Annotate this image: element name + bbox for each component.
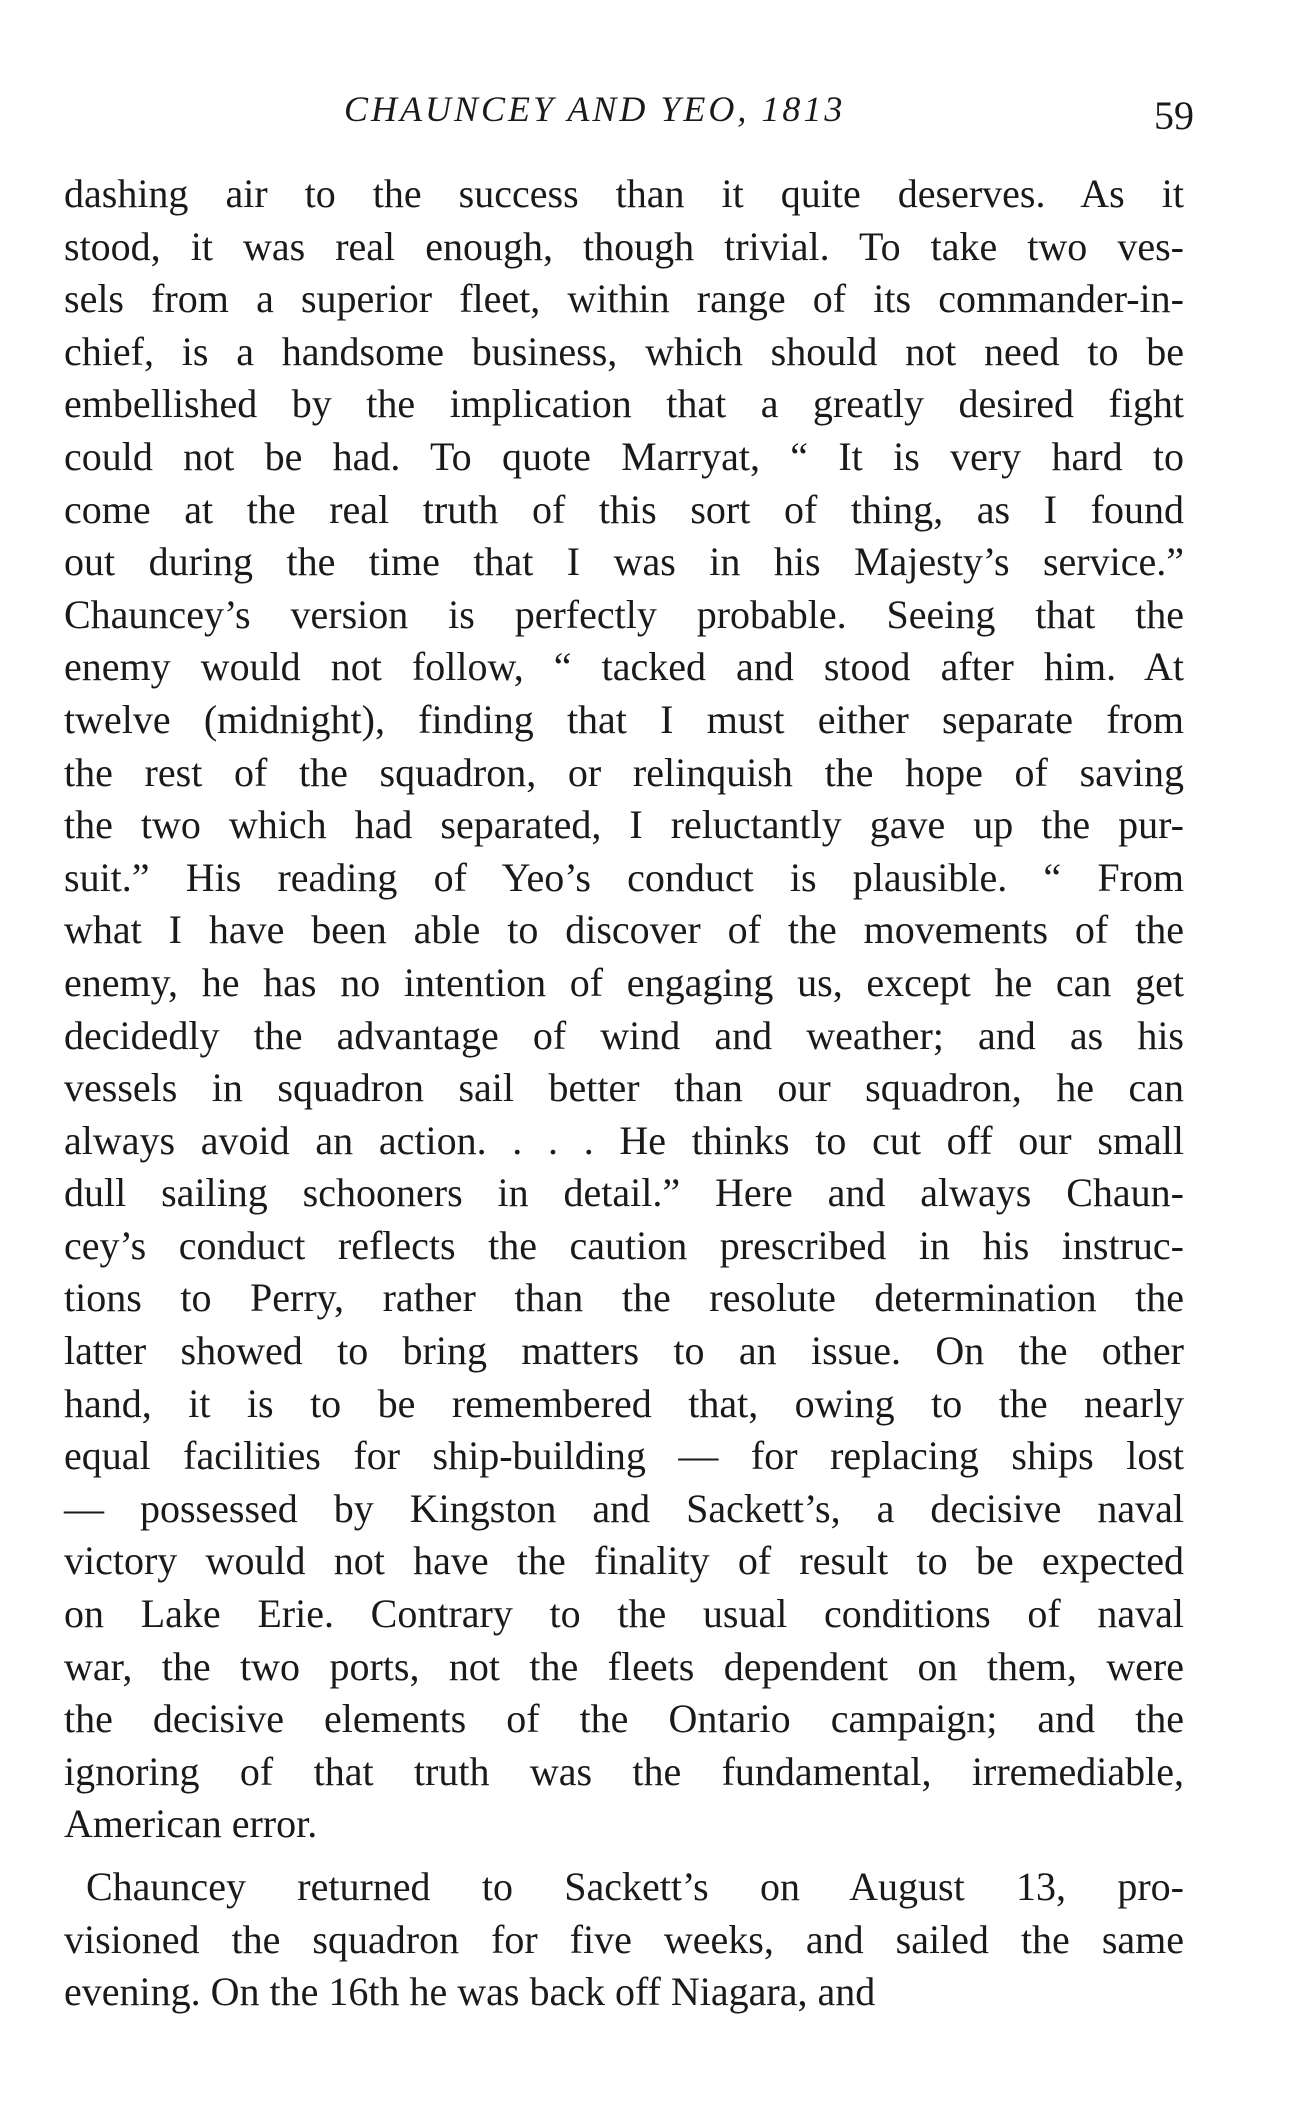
text-line: the decisive elements of the Ontario campaign; and the bbox=[64, 1696, 1184, 1742]
text-line: — possessed by Kingston and Sackett’s, a decisive naval bbox=[64, 1485, 1184, 1531]
text-line: dashing air to the success than it quite deserves. As it bbox=[64, 171, 1184, 216]
text-line: stood, it was real enough, though trivial. To take two ves- bbox=[64, 223, 1184, 269]
text-line: come at the real truth of this sort of thing, as I found bbox=[64, 486, 1184, 532]
text-line: sels from a superior fleet, within range of its commander-in- bbox=[64, 276, 1184, 322]
text-line: evening. On the 16th he was back off Niagara, and bbox=[64, 1969, 876, 2015]
running-head bbox=[64, 88, 1194, 148]
text-line: war, the two ports, not the fleets dependent on them, were bbox=[64, 1643, 1184, 1689]
text-line: chief, is a handsome business, which should not need to be bbox=[64, 328, 1184, 374]
text-line: hand, it is to be remembered that, owing to the nearly bbox=[64, 1380, 1184, 1426]
text-line: enemy, he has no intention of engaging us, except he can get bbox=[64, 959, 1184, 1005]
text-line: equal facilities for ship-building — for replacing ships lost bbox=[64, 1433, 1184, 1479]
text-line: tions to Perry, rather than the resolute determination the bbox=[64, 1275, 1184, 1321]
text-line: always avoid an action. . . . He thinks to cut off our small bbox=[64, 1117, 1184, 1163]
paragraph-gap bbox=[64, 1851, 1184, 1861]
text-line: latter showed to bring matters to an issue. On the other bbox=[64, 1328, 1184, 1374]
text-line: out during the time that I was in his Majesty’s service.” bbox=[64, 539, 1184, 585]
text-line: suit.” His reading of Yeo’s conduct is plausible. “ From bbox=[64, 854, 1184, 900]
text-line: could not be had. To quote Marryat, “ It is very hard to bbox=[64, 433, 1184, 479]
text-line: Chauncey’s version is perfectly probable. Seeing that the bbox=[64, 591, 1184, 637]
text-line: cey’s conduct reflects the caution prescribed in his instruc- bbox=[64, 1222, 1184, 1268]
text-line: American error. bbox=[64, 1801, 318, 1847]
text-line: ignoring of that truth was the fundamental, irremediable, bbox=[64, 1748, 1184, 1794]
paragraph bbox=[64, 1861, 1184, 2019]
page-number: 59 bbox=[1154, 93, 1194, 138]
text-line: victory would not have the finality of result to be expected bbox=[64, 1538, 1184, 1584]
text-line: what I have been able to discover of the movements of the bbox=[64, 907, 1184, 953]
running-title: CHAUNCEY AND YEO, 1813 bbox=[344, 89, 846, 129]
text-line: the two which had separated, I reluctantly gave up the pur- bbox=[64, 802, 1184, 848]
text-line: the rest of the squadron, or relinquish the hope of saving bbox=[64, 749, 1184, 795]
text-line: decidedly the advantage of wind and weather; and as his bbox=[64, 1012, 1184, 1058]
text-line: Chauncey returned to Sackett’s on August 13, pro- bbox=[86, 1864, 1184, 1909]
paragraph bbox=[64, 168, 1184, 1851]
body-text bbox=[64, 168, 1184, 2019]
text-line: twelve (midnight), finding that I must either separate from bbox=[64, 696, 1184, 742]
text-line: embellished by the implication that a greatly desired fight bbox=[64, 381, 1184, 427]
text-line: visioned the squadron for five weeks, and sailed the same bbox=[64, 1916, 1184, 1962]
text-line: enemy would not follow, “ tacked and stood after him. At bbox=[64, 644, 1184, 690]
text-line: on Lake Erie. Contrary to the usual conditions of naval bbox=[64, 1591, 1184, 1637]
text-line: vessels in squadron sail better than our squadron, he can bbox=[64, 1065, 1184, 1111]
text-line: dull sailing schooners in detail.” Here and always Chaun- bbox=[64, 1170, 1184, 1216]
